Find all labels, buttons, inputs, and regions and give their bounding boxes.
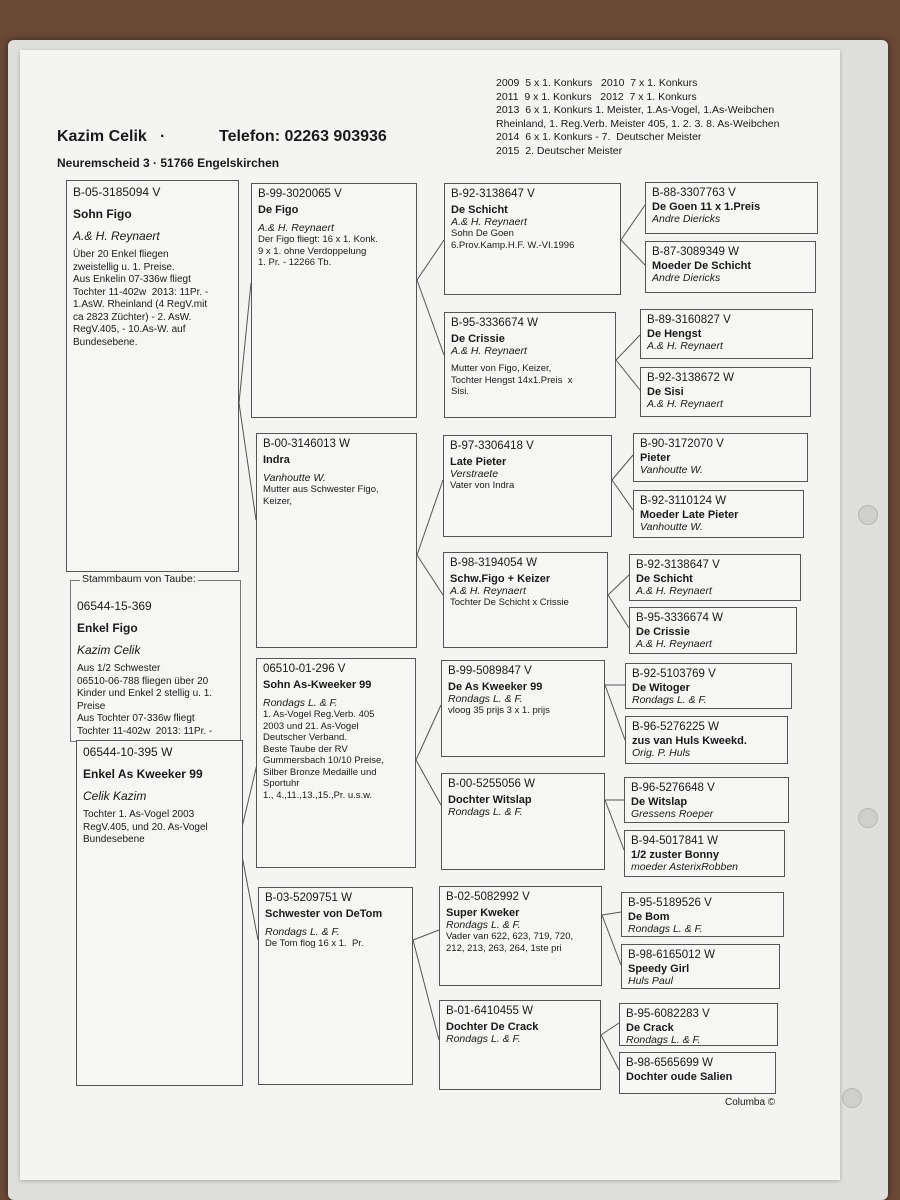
ring-number: B-05-3185094 V — [73, 185, 161, 199]
breeder-name: Vanhoutte W. — [640, 464, 703, 476]
ring-number: B-99-5089847 V — [448, 665, 532, 677]
footer-brand: Columba © — [725, 1097, 776, 1108]
pedigree-card-gen4 — [619, 1003, 778, 1046]
pigeon-name: De Goen 11 x 1.Preis — [652, 201, 761, 213]
breeder-name: Vanhoutte W. — [640, 521, 703, 533]
pigeon-name: Dochter De Crack — [446, 1021, 539, 1033]
ring-number: B-92-5103769 V — [632, 668, 716, 680]
ring-number: 06544-15-369 — [77, 599, 152, 613]
pigeon-name: Sohn Figo — [73, 207, 132, 221]
pigeon-name: De Crack — [626, 1022, 674, 1034]
ring-number: B-92-3138647 V — [636, 559, 720, 571]
pedigree-card-dam — [76, 740, 243, 1086]
pigeon-name: De Sisi — [647, 386, 684, 398]
pigeon-description: Aus 1/2 Schwester 06510-06-788 fliegen über 20 Kinder und Enkel 2 stellig u. 1. Preise Aus Tochter 07-336w fliegt Tochter 11-402w 2013: 11Pr. - — [77, 663, 213, 737]
pigeon-name: De Schicht — [451, 204, 508, 216]
breeder-name: A.& H. Reynaert — [451, 216, 527, 228]
breeder-name: A.& H. Reynaert — [73, 229, 160, 243]
breeder-name: A.& H. Reynaert — [636, 585, 712, 597]
pigeon-description: 1. As-Vogel Reg.Verb. 405 2003 und 21. As-Vogel Deutscher Verband. Beste Taube der RV Gummersbach 10/10 Preise, Silber Bronze Medaille und Sportuhr 1., 4.,11.,13.,15.,Pr. u.s.w. — [263, 709, 384, 801]
breeder-name: Rondags L. & F. — [446, 919, 521, 931]
pedigree-card-gen3 — [444, 183, 621, 295]
breeder-name: Celik Kazim — [83, 789, 147, 803]
breeder-name: A.& H. Reynaert — [636, 638, 712, 650]
breeder-name: Huls Paul — [628, 975, 673, 987]
owner-name: Kazim Celik — [57, 128, 147, 145]
breeder-name: Kazim Celik — [77, 643, 141, 657]
breeder-name: A.& H. Reynaert — [647, 398, 723, 410]
pedigree-card-gen4 — [624, 830, 785, 877]
pedigree-card-gen4 — [621, 892, 784, 937]
breeder-name: Rondags L. & F. — [628, 923, 703, 935]
pigeon-description: Tochter 1. As-Vogel 2003 RegV.405, und 20. As-Vogel Bundesebene — [83, 809, 208, 845]
ring-number: B-90-3172070 V — [640, 438, 724, 450]
pigeon-description: Der Figo fliegt: 16 x 1. Konk. 9 x 1. ohne Verdoppelung 1. Pr. - 12266 Tb. — [258, 234, 378, 268]
pigeon-name: Speedy Girl — [628, 963, 690, 975]
pigeon-name: Enkel As Kweeker 99 — [83, 767, 203, 781]
pigeon-name: De Bom — [628, 911, 670, 923]
pedigree-card-gen3 — [443, 552, 608, 648]
pigeon-description: Mutter von Figo, Keizer, Tochter Hengst 14x1.Preis x Sisi. — [451, 363, 573, 397]
ring-number: B-92-3110124 W — [640, 495, 727, 507]
pigeon-name: Dochter Witslap — [448, 794, 532, 806]
pigeon-name: Pieter — [640, 452, 671, 464]
pigeon-name: De Hengst — [647, 328, 702, 340]
breeder-name: Rondags L. & F. — [265, 926, 340, 938]
pigeon-name: De Schicht — [636, 573, 693, 585]
ring-number: B-98-6165012 W — [628, 949, 715, 961]
breeder-name: Rondags L. & F. — [263, 697, 338, 709]
pigeon-name: De Witoger — [632, 682, 690, 694]
pigeon-name: De Crissie — [636, 626, 690, 638]
pigeon-name: Sohn As-Kweeker 99 — [263, 679, 372, 691]
pigeon-description: De Tom flog 16 x 1. Pr. — [265, 938, 364, 949]
pigeon-description: Über 20 Enkel fliegen zweistellig u. 1. Preise. Aus Enkelin 07-336w fliegt Tochter 11-402w 2013: 11Pr. - 1.AsW. Rheinland (4 RegV.mit ca 2823 Züchter) - 2. AsW. RegV.405, - 10.As-W. auf Bundesebene. — [73, 249, 209, 348]
pigeon-name: Late Pieter — [450, 456, 507, 468]
pigeon-name: Schw.Figo + Keizer — [450, 573, 551, 585]
ring-number: B-97-3306418 V — [450, 440, 534, 452]
pigeon-name: De As Kweeker 99 — [448, 681, 543, 693]
pedigree-card-gen4 — [640, 367, 811, 417]
pedigree-card-gen4 — [625, 716, 788, 764]
pedigree-card-gen2 — [258, 887, 413, 1085]
breeder-name: Rondags L. & F. — [448, 693, 523, 705]
ring-number: B-00-5255056 W — [448, 778, 535, 790]
pigeon-name: Moeder De Schicht — [652, 260, 752, 272]
pigeon-name: Enkel Figo — [77, 621, 138, 635]
ring-number: B-96-5276225 W — [632, 721, 719, 733]
ring-number: B-89-3160827 V — [647, 314, 731, 326]
ring-number: B-92-3138672 W — [647, 372, 734, 384]
breeder-name: Verstraete — [450, 468, 499, 480]
pigeon-description: Vater von Indra — [450, 480, 515, 491]
pedigree-card-gen4 — [624, 777, 789, 823]
pigeon-name: Schwester von DeTom — [265, 908, 383, 920]
owner-phone: Telefon: 02263 903936 — [219, 128, 387, 145]
ring-number: B-01-6410455 W — [446, 1005, 533, 1017]
pigeon-description: Tochter De Schicht x Crissie — [450, 597, 569, 608]
breeder-name: A.& H. Reynaert — [451, 345, 527, 357]
header-separator: · — [160, 128, 166, 145]
ring-number: B-00-3146013 W — [263, 438, 350, 450]
breeder-name: Andre Diericks — [652, 213, 721, 225]
pedigree-card-gen3 — [439, 886, 602, 986]
ring-number: B-98-6565699 W — [626, 1057, 713, 1069]
owner-address: Neuremscheid 3 · 51766 Engelskirchen — [57, 156, 280, 170]
pedigree-card-gen4 — [633, 433, 808, 482]
pigeon-description: Sohn De Goen 6.Prov.Kamp.H.F. W.-VI.1996 — [451, 228, 575, 251]
pedigree-card-gen4 — [619, 1052, 776, 1094]
breeder-name: Rondags L. & F. — [448, 806, 523, 818]
pigeon-description: vloog 35 prijs 3 x 1. prijs — [448, 705, 550, 716]
pigeon-name: De Witslap — [631, 796, 688, 808]
breeder-name: Rondags L. & F. — [626, 1034, 701, 1046]
pedigree-of-label: Stammbaum von Taube: — [82, 573, 196, 585]
pigeon-name: zus van Huls Kweekd. — [632, 735, 747, 747]
ring-number: B-95-3336674 W — [636, 612, 723, 624]
breeder-name: Vanhoutte W. — [263, 472, 326, 484]
pedigree-card-gen4 — [645, 182, 818, 234]
pedigree-card-gen3 — [441, 660, 605, 757]
ring-number: B-94-5017841 W — [631, 835, 718, 847]
pedigree-card-gen4 — [625, 663, 792, 709]
ring-number: B-99-3020065 V — [258, 188, 342, 200]
pigeon-name: Moeder Late Pieter — [640, 509, 739, 521]
ring-number: B-98-3194054 W — [450, 557, 537, 569]
breeder-name: A.& H. Reynaert — [450, 585, 526, 597]
pigeon-name: Indra — [263, 454, 290, 466]
breeder-name: Rondags L. & F. — [632, 694, 707, 706]
breeder-name: Rondags L. & F. — [446, 1033, 521, 1045]
breeder-name: Gressens Roeper — [631, 808, 714, 820]
ring-number: B-96-5276648 V — [631, 782, 715, 794]
pigeon-name: De Figo — [258, 204, 299, 216]
ring-number: B-88-3307763 V — [652, 187, 736, 199]
pedigree-card-gen3 — [444, 312, 616, 418]
ring-number: B-95-6082283 V — [626, 1008, 710, 1020]
ring-number: 06544-10-395 W — [83, 745, 173, 759]
breeder-name: Orig. P. Huls — [632, 747, 691, 759]
pedigree-card-gen2 — [256, 433, 417, 648]
ring-number: B-02-5082992 V — [446, 891, 530, 903]
pedigree-card-subject — [70, 580, 241, 742]
breeder-name: moeder AsterixRobben — [631, 861, 738, 873]
ring-number: B-95-5189526 V — [628, 897, 712, 909]
ring-number: B-87-3089349 W — [652, 246, 739, 258]
pedigree-card-gen2 — [256, 658, 416, 868]
pedigree-card-sire — [66, 180, 239, 572]
breeder-name: A.& H. Reynaert — [647, 340, 723, 352]
pigeon-description: Vader van 622, 623, 719, 720, 212, 213, 263, 264, 1ste pri — [446, 931, 574, 954]
pedigree-card-gen4 — [640, 309, 813, 359]
breeder-name: Andre Diericks — [652, 272, 721, 284]
pigeon-name: Dochter oude Salien — [626, 1071, 733, 1083]
pedigree-card-gen4 — [645, 241, 816, 293]
ring-number: B-92-3138647 V — [451, 188, 535, 200]
achievements-list: 2009 5 x 1. Konkurs 2010 7 x 1. Konkurs 2011 9 x 1. Konkurs 2012 7 x 1. Konkurs 2013 6 x 1. Konkurs 1. Meister, 1.As-Vogel, 1.As-Weibchen Rheinland, 1. Reg.Verb. Meister 405, 1. 2. 3. 8. As-Weibchen 2014 6 x 1. Konkurs - 7. Deutscher Meister 2015 2. Deutscher Meister — [496, 77, 780, 157]
pigeon-name: De Crissie — [451, 333, 505, 345]
ring-number: B-03-5209751 W — [265, 892, 352, 904]
pedigree-card-gen4 — [621, 944, 780, 989]
pedigree-card-gen3 — [441, 773, 605, 870]
pedigree-card-gen2 — [251, 183, 417, 418]
pedigree-card-gen3 — [439, 1000, 601, 1090]
pigeon-description: Mutter aus Schwester Figo, Keizer, — [263, 484, 379, 507]
pedigree-card-gen4 — [629, 607, 797, 654]
breeder-name: A.& H. Reynaert — [258, 222, 334, 234]
pedigree-card-gen4 — [629, 554, 801, 601]
pigeon-name: 1/2 zuster Bonny — [631, 849, 720, 861]
pedigree-card-gen3 — [443, 435, 612, 537]
ring-number: B-95-3336674 W — [451, 317, 538, 329]
ring-number: 06510-01-296 V — [263, 663, 346, 675]
pedigree-card-gen4 — [633, 490, 804, 538]
pigeon-name: Super Kweker — [446, 907, 520, 919]
